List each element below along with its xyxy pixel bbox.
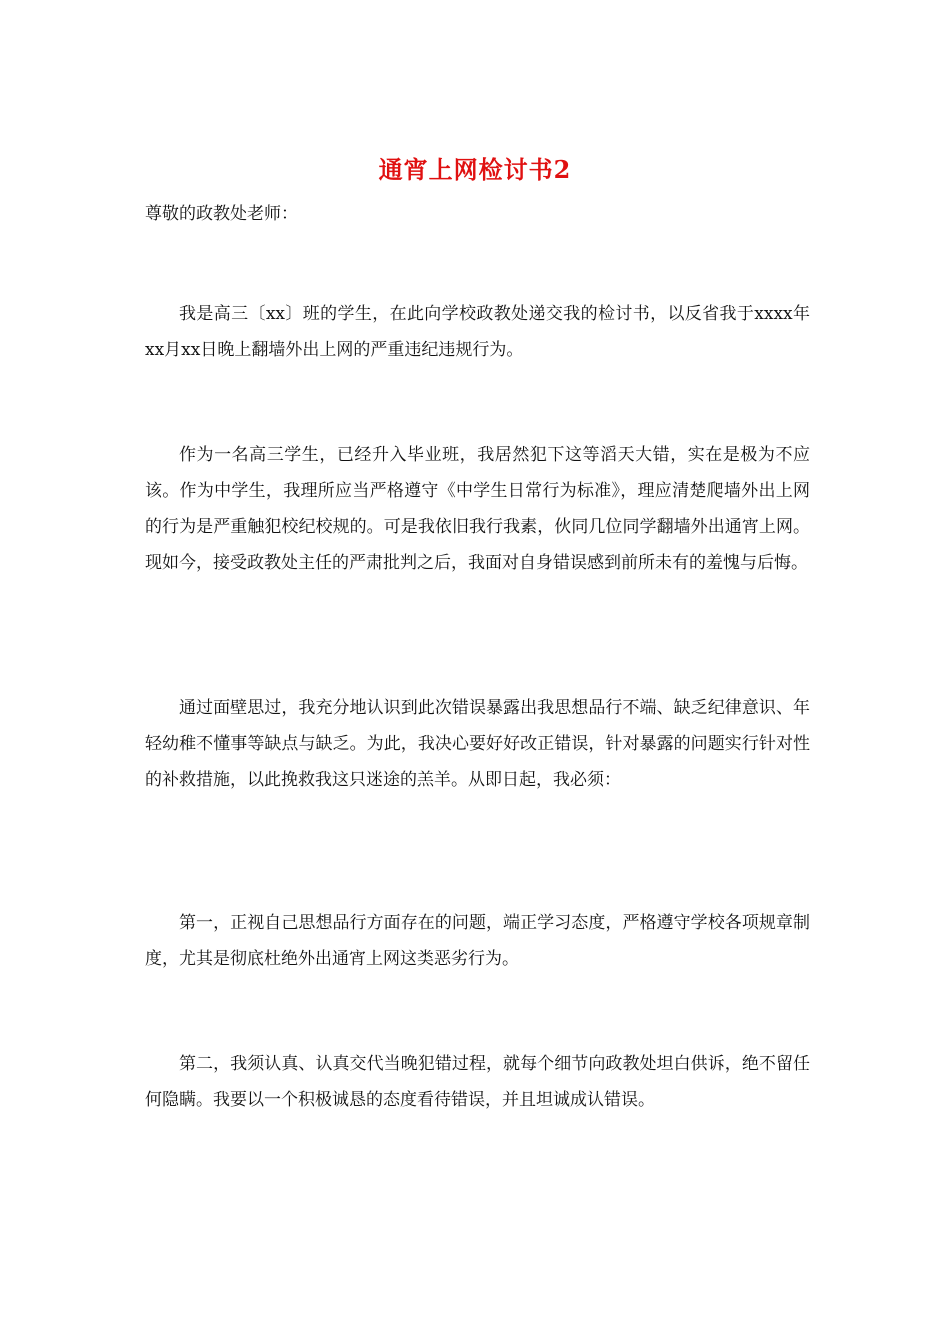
paragraph-resolution: 通过面壁思过，我充分地认识到此次错误暴露出我思想品行不端、缺乏纪律意识、年轻幼稚不懂事等缺点与缺乏。为此，我决心要好好改正错误，针对暴露的问题实行针对性的补救措施，以此挽救我这只迷途的羔羊。从即日起，我必须： [145,698,810,790]
document-title: 通宵上网检讨书2 [378,155,572,184]
salutation: 尊敬的政教处老师： [145,204,298,224]
paragraph-point-two: 第二，我须认真、认真交代当晚犯错过程，就每个细节向政教处坦白供诉，绝不留任何隐瞒。我要以一个积极诚恳的态度看待错误，并且坦诚成认错误。 [145,1054,810,1110]
paragraph-intro: 我是高三〔xx〕班的学生，在此向学校政教处递交我的检讨书，以反省我于xxxx年xx月xx日晚上翻墙外出上网的严重违纪违规行为。 [145,304,810,360]
paragraph-reflection: 作为一名高三学生，已经升入毕业班，我居然犯下这等滔天大错，实在是极为不应该。作为中学生，我理所应当严格遵守《中学生日常行为标准》，理应清楚爬墙外出上网的行为是严重触犯校纪校规的。可是我依旧我行我素，伙同几位同学翻墙外出通宵上网。现如今，接受政教处主任的严肃批判之后，我面对自身错误感到前所未有的羞愧与后悔。 [145,445,810,573]
paragraph-point-one: 第一，正视自己思想品行方面存在的问题，端正学习态度，严格遵守学校各项规章制度，尤其是彻底杜绝外出通宵上网这类恶劣行为。 [145,913,810,969]
